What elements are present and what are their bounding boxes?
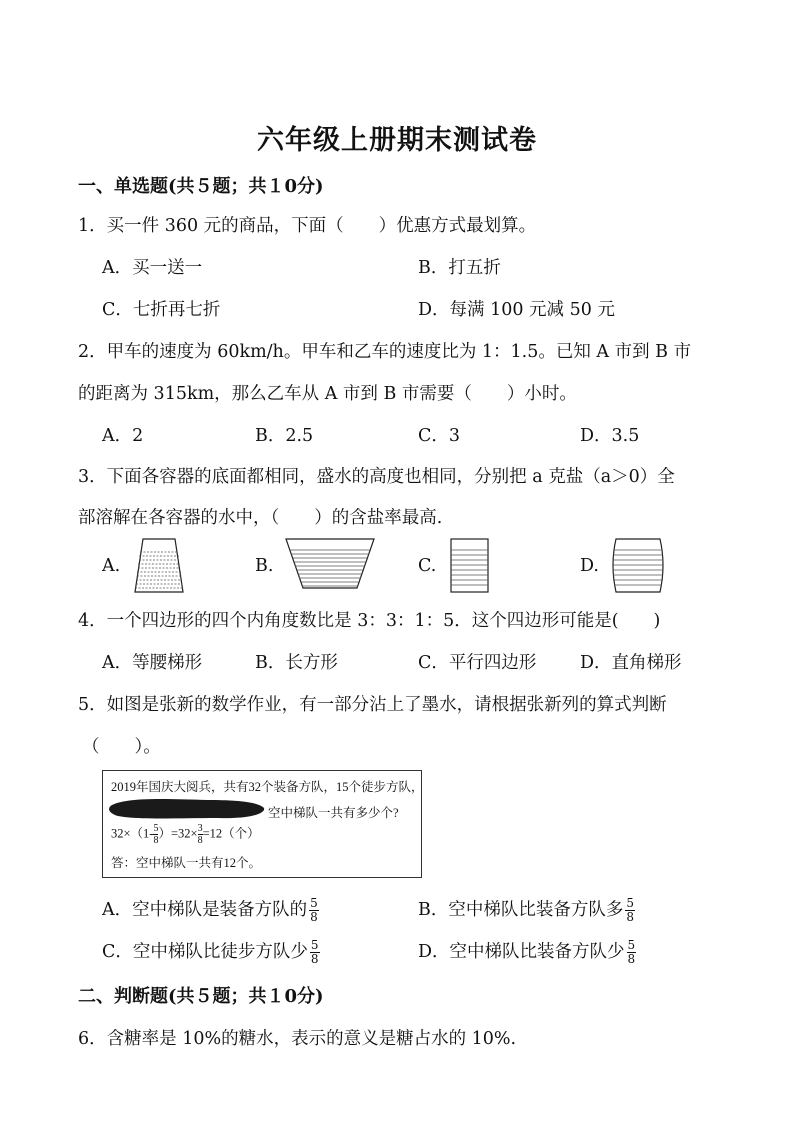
q5-option-d[interactable] [418,938,636,966]
q5-option-b-den: 8 [626,910,634,924]
homework-line2: 空中梯队一共有多少个? [268,806,399,820]
section-1-heading: 一、单选题(共５题；共１0分) [78,176,324,197]
q5-option-a-text: A．空中梯队是装备方队的 [102,900,308,920]
q1-option-b[interactable]: B．打五折 [418,258,501,278]
q3-option-d[interactable]: D. [580,556,599,576]
q5-option-a[interactable] [102,896,319,924]
q5-option-b-text: B．空中梯队比装备方队多 [418,900,624,920]
container-b-inverted-trapezoid-icon [285,538,375,590]
q2-stem-line2: 的距离为 315km，那么乙车从 A 市到 B 市需要（ ）小时。 [78,384,577,404]
q3-stem-line2: 部溶解在各容器的水中，（ ）的含盐率最高. [78,508,443,528]
q4-stem: 4．一个四边形的四个内角度数比是 3：3：1：5．这个四边形可能是( ) [78,611,661,631]
homework-formula [111,823,260,846]
q2-option-b[interactable]: B．2.5 [255,426,314,446]
section-2-heading: 二、判断题(共５题；共１0分) [78,986,324,1007]
formula-part-a: 32×（1- [111,826,154,841]
q5-option-b[interactable] [418,896,635,924]
q3-stem-line1: 3．下面各容器的底面都相同，盛水的高度也相同，分别把 a 克盐（a＞0）全 [78,467,675,487]
ink-blot-icon [108,797,268,821]
container-a-trapezoid-icon [131,538,187,594]
q5-option-c[interactable] [102,938,320,966]
q5-option-a-den: 8 [310,910,318,924]
q2-option-c[interactable]: C．3 [418,426,461,446]
q1-option-d[interactable]: D．每满 100 元减 50 元 [418,300,615,320]
q2-option-a[interactable]: A．2 [102,426,144,446]
q5-option-d-num: 5 [627,938,636,952]
container-d-barrel-icon [610,538,666,594]
q1-option-c[interactable]: C．七折再七折 [102,300,221,320]
q2-option-d[interactable]: D．3.5 [580,426,640,446]
q4-option-b[interactable]: B．长方形 [255,653,338,673]
homework-answer: 答：空中梯队一共有12个。 [111,856,262,870]
q4-option-d[interactable]: D．直角梯形 [580,653,682,673]
formula-fraction-2-num: 3 [197,823,203,834]
q4-option-a[interactable]: A．等腰梯形 [102,653,203,673]
q5-option-c-fraction [310,939,320,966]
q3-option-b[interactable]: B. [255,556,274,576]
q1-stem: 1．买一件 360 元的商品，下面（ ）优惠方式最划算。 [78,216,537,236]
formula-fraction-1-den: 8 [153,835,159,846]
homework-line1: 2019年国庆大阅兵，共有32个装备方队，15个徒步方队， [111,780,424,794]
q6-stem: 6．含糖率是 10%的糖水，表示的意义是糖占水的 10%. [78,1029,517,1049]
homework-image [102,770,422,878]
page-title: 六年级上册期末测试卷 [257,125,537,156]
q5-stem-line1: 5．如图是张新的数学作业，有一部分沾上了墨水，请根据张新列的算式判断 [78,695,667,715]
formula-part-c: =12（个） [202,826,260,841]
q5-option-a-num: 5 [310,896,318,910]
q5-stem-line2: （ ）。 [82,737,161,757]
q5-option-b-fraction [625,897,635,924]
q4-option-c[interactable]: C．平行四边形 [418,653,537,673]
q3-option-c[interactable]: C. [418,556,437,576]
q5-option-c-den: 8 [310,952,319,966]
q5-option-d-den: 8 [627,952,636,966]
q5-option-a-fraction [309,897,319,924]
q5-option-c-text: C．空中梯队比徒步方队少 [102,942,308,962]
formula-fraction-1-num: 5 [153,823,159,834]
q1-option-a[interactable]: A．买一送一 [102,258,203,278]
q3-option-a[interactable]: A. [102,556,121,576]
q5-option-d-text: D．空中梯队比装备方队少 [418,942,625,962]
q2-stem-line1: 2．甲车的速度为 60km/h。甲车和乙车的速度比为 1：1.5。已知 A 市到 B 市 [78,342,692,362]
q5-option-b-num: 5 [626,896,634,910]
q5-option-c-num: 5 [310,938,319,952]
q5-option-d-fraction [627,939,637,966]
formula-fraction-2-den: 8 [197,835,203,846]
container-c-rectangle-icon [450,538,490,594]
formula-part-b: ）=32× [158,826,198,841]
